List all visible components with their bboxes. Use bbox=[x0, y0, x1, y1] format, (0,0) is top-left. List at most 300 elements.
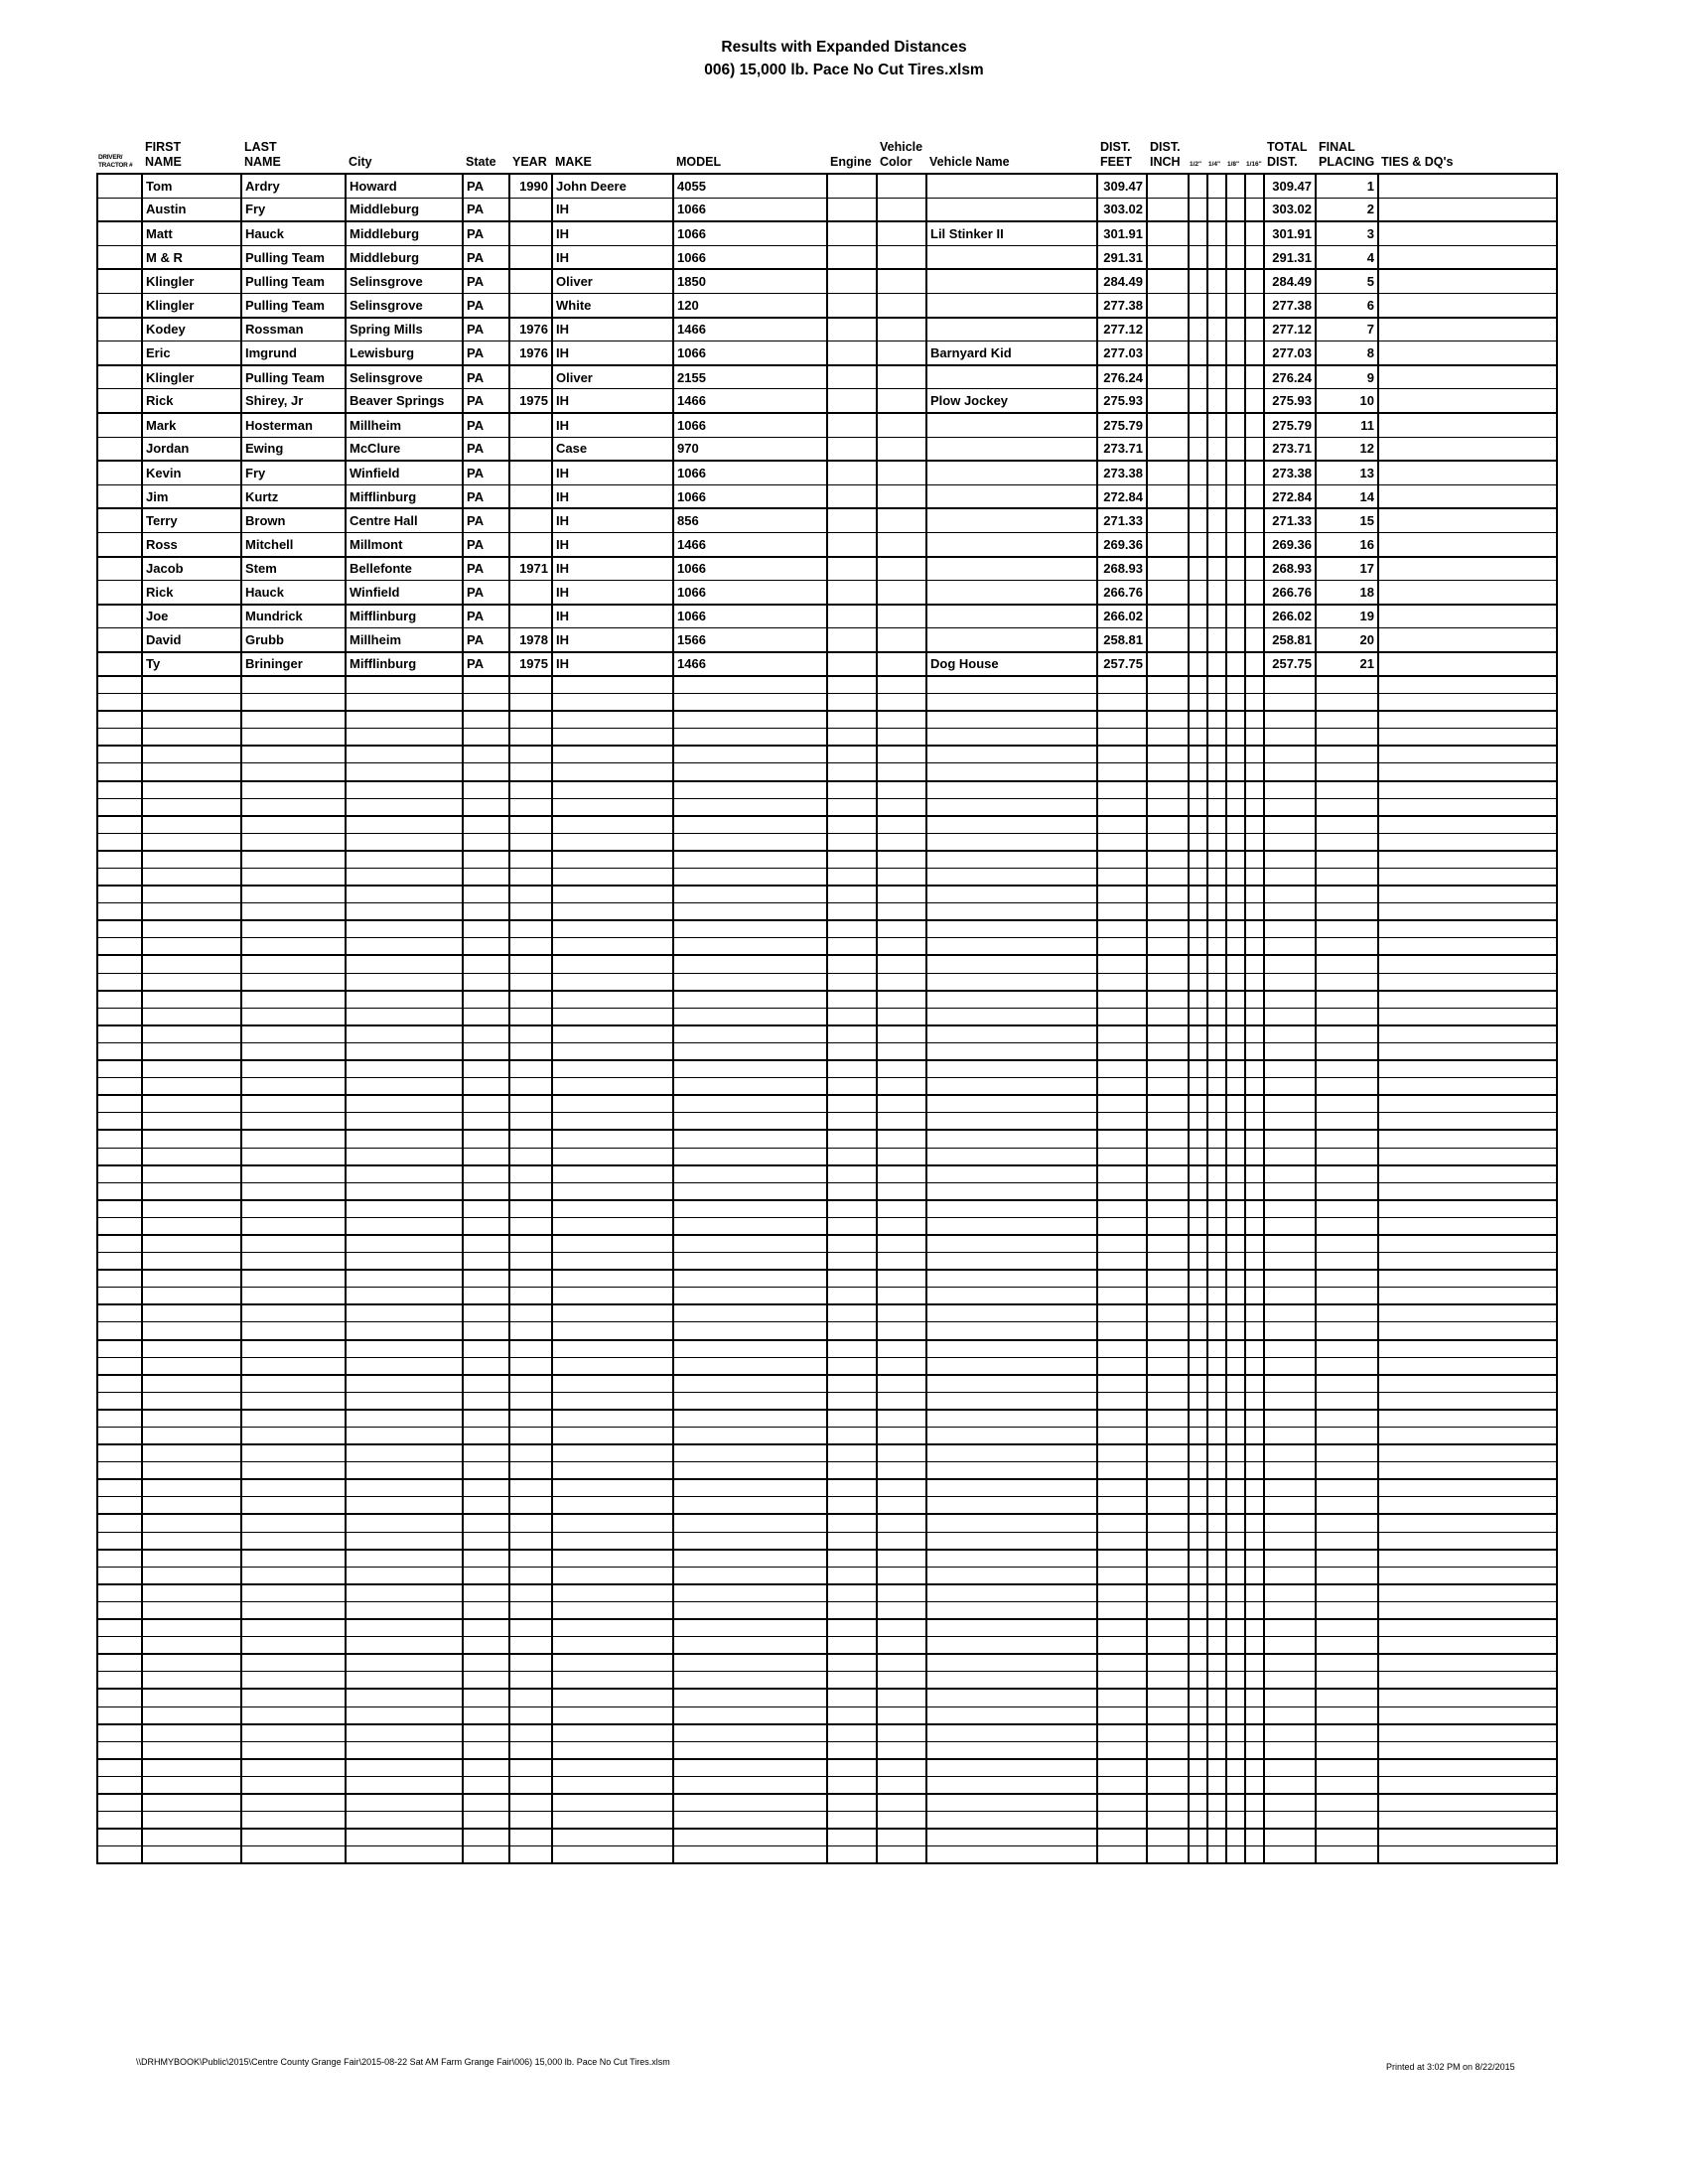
empty-cell bbox=[827, 1008, 877, 1025]
cell-f1 bbox=[1189, 557, 1207, 581]
empty-cell bbox=[1316, 973, 1378, 991]
cell-last: Fry bbox=[241, 461, 346, 484]
empty-cell bbox=[1189, 1148, 1207, 1165]
empty-cell bbox=[1189, 746, 1207, 763]
empty-cell bbox=[1245, 1130, 1264, 1148]
empty-cell bbox=[1207, 816, 1226, 834]
cell-color bbox=[877, 652, 926, 676]
empty-cell bbox=[673, 973, 827, 991]
empty-cell bbox=[926, 869, 1097, 887]
empty-table-row bbox=[97, 1200, 1557, 1218]
empty-cell bbox=[926, 1706, 1097, 1724]
empty-cell bbox=[552, 1812, 673, 1830]
empty-cell bbox=[346, 851, 463, 869]
cell-first: Eric bbox=[142, 341, 241, 365]
empty-cell bbox=[1189, 1200, 1207, 1218]
column-header-half-inch: 1/2" bbox=[1190, 161, 1202, 169]
cell-engine bbox=[827, 532, 877, 556]
empty-cell bbox=[552, 1479, 673, 1497]
empty-cell bbox=[552, 991, 673, 1009]
empty-table-row bbox=[97, 1410, 1557, 1428]
column-header-total-dist: TOTAL DIST. bbox=[1267, 140, 1308, 169]
cell-ties bbox=[1378, 437, 1557, 461]
cell-year: 1976 bbox=[509, 341, 552, 365]
empty-cell bbox=[926, 1078, 1097, 1096]
empty-cell bbox=[1226, 1444, 1245, 1462]
empty-cell bbox=[509, 1444, 552, 1462]
cell-color bbox=[877, 269, 926, 293]
empty-cell bbox=[1226, 1182, 1245, 1200]
cell-city: Centre Hall bbox=[346, 508, 463, 532]
empty-cell bbox=[1264, 1304, 1316, 1322]
cell-model: 4055 bbox=[673, 174, 827, 198]
table-row bbox=[97, 174, 1557, 198]
empty-cell bbox=[673, 1619, 827, 1637]
cell-total: 266.76 bbox=[1264, 581, 1316, 605]
empty-cell bbox=[241, 1497, 346, 1515]
empty-cell bbox=[1378, 938, 1557, 956]
cell-state: PA bbox=[463, 413, 509, 437]
table-row bbox=[97, 341, 1557, 365]
cell-engine bbox=[827, 652, 877, 676]
empty-cell bbox=[241, 903, 346, 921]
empty-cell bbox=[1264, 1550, 1316, 1568]
cell-vehicle bbox=[926, 293, 1097, 317]
cell-color bbox=[877, 508, 926, 532]
empty-cell bbox=[346, 1253, 463, 1271]
empty-cell bbox=[1097, 1794, 1147, 1812]
empty-cell bbox=[97, 1148, 142, 1165]
empty-cell bbox=[241, 869, 346, 887]
empty-cell bbox=[346, 1130, 463, 1148]
empty-cell bbox=[97, 1567, 142, 1584]
empty-cell bbox=[463, 1637, 509, 1655]
empty-cell bbox=[1097, 1776, 1147, 1794]
empty-cell bbox=[509, 798, 552, 816]
empty-cell bbox=[926, 1060, 1097, 1078]
empty-cell bbox=[827, 1672, 877, 1690]
empty-cell bbox=[241, 1637, 346, 1655]
cell-make: IH bbox=[552, 581, 673, 605]
empty-cell bbox=[1207, 1794, 1226, 1812]
empty-cell bbox=[509, 1846, 552, 1864]
empty-cell bbox=[877, 991, 926, 1009]
cell-inch bbox=[1147, 245, 1189, 269]
empty-cell bbox=[142, 1532, 241, 1550]
empty-cell bbox=[1378, 1340, 1557, 1358]
empty-cell bbox=[463, 1340, 509, 1358]
empty-cell bbox=[463, 1270, 509, 1288]
empty-cell bbox=[1264, 886, 1316, 903]
cell-city: Winfield bbox=[346, 581, 463, 605]
empty-cell bbox=[552, 1444, 673, 1462]
empty-cell bbox=[97, 1392, 142, 1410]
cell-ties bbox=[1378, 413, 1557, 437]
empty-cell bbox=[877, 1060, 926, 1078]
empty-cell bbox=[1316, 798, 1378, 816]
empty-cell bbox=[1189, 1444, 1207, 1462]
cell-placing: 7 bbox=[1316, 318, 1378, 341]
empty-cell bbox=[346, 694, 463, 712]
empty-cell bbox=[97, 1060, 142, 1078]
empty-cell bbox=[827, 1759, 877, 1777]
empty-cell bbox=[1378, 1253, 1557, 1271]
empty-cell bbox=[1316, 1812, 1378, 1830]
empty-cell bbox=[1147, 676, 1189, 694]
empty-cell bbox=[346, 1514, 463, 1532]
empty-cell bbox=[346, 763, 463, 781]
cell-f2 bbox=[1207, 437, 1226, 461]
cell-state: PA bbox=[463, 461, 509, 484]
empty-cell bbox=[1226, 1200, 1245, 1218]
empty-cell bbox=[673, 1584, 827, 1602]
empty-cell bbox=[552, 1304, 673, 1322]
empty-cell bbox=[877, 920, 926, 938]
empty-cell bbox=[827, 781, 877, 799]
empty-cell bbox=[1316, 1288, 1378, 1305]
cell-make: IH bbox=[552, 605, 673, 628]
empty-cell bbox=[463, 1235, 509, 1253]
empty-cell bbox=[1189, 1008, 1207, 1025]
empty-cell bbox=[509, 1654, 552, 1672]
empty-cell bbox=[241, 1113, 346, 1131]
cell-state: PA bbox=[463, 198, 509, 221]
cell-f2 bbox=[1207, 532, 1226, 556]
empty-cell bbox=[552, 1689, 673, 1706]
cell-city: Millheim bbox=[346, 628, 463, 652]
cell-first: Matt bbox=[142, 221, 241, 245]
cell-state: PA bbox=[463, 484, 509, 508]
empty-cell bbox=[142, 1550, 241, 1568]
empty-cell bbox=[463, 1375, 509, 1393]
empty-cell bbox=[1378, 763, 1557, 781]
cell-model: 1466 bbox=[673, 389, 827, 413]
empty-cell bbox=[926, 1270, 1097, 1288]
empty-cell bbox=[552, 920, 673, 938]
empty-cell bbox=[1316, 1706, 1378, 1724]
table-row bbox=[97, 461, 1557, 484]
empty-cell bbox=[1316, 781, 1378, 799]
cell-total: 277.12 bbox=[1264, 318, 1316, 341]
empty-cell bbox=[346, 1060, 463, 1078]
cell-last: Mitchell bbox=[241, 532, 346, 556]
empty-cell bbox=[1378, 1042, 1557, 1060]
empty-cell bbox=[877, 1322, 926, 1340]
cell-engine bbox=[827, 605, 877, 628]
empty-cell bbox=[97, 1689, 142, 1706]
empty-cell bbox=[673, 1182, 827, 1200]
empty-cell bbox=[1264, 1060, 1316, 1078]
empty-cell bbox=[463, 1741, 509, 1759]
empty-table-row bbox=[97, 1689, 1557, 1706]
cell-f1 bbox=[1189, 581, 1207, 605]
empty-cell bbox=[926, 1410, 1097, 1428]
empty-cell bbox=[1226, 1532, 1245, 1550]
empty-table-row bbox=[97, 816, 1557, 834]
empty-cell bbox=[1264, 694, 1316, 712]
cell-engine bbox=[827, 293, 877, 317]
cell-color bbox=[877, 341, 926, 365]
empty-table-row bbox=[97, 1601, 1557, 1619]
empty-cell bbox=[142, 991, 241, 1009]
empty-cell bbox=[463, 1113, 509, 1131]
report-title-line2: 006) 15,000 lb. Pace No Cut Tires.xlsm bbox=[704, 62, 984, 79]
empty-cell bbox=[509, 1567, 552, 1584]
empty-cell bbox=[552, 1706, 673, 1724]
empty-cell bbox=[1316, 1584, 1378, 1602]
empty-cell bbox=[142, 1619, 241, 1637]
empty-table-row bbox=[97, 1008, 1557, 1025]
column-header-quarter-inch: 1/4" bbox=[1208, 161, 1221, 169]
cell-placing: 6 bbox=[1316, 293, 1378, 317]
empty-cell bbox=[1147, 1253, 1189, 1271]
empty-cell bbox=[1189, 1741, 1207, 1759]
cell-city: Millmont bbox=[346, 532, 463, 556]
cell-city: Bellefonte bbox=[346, 557, 463, 581]
cell-f4 bbox=[1245, 198, 1264, 221]
empty-cell bbox=[1316, 1182, 1378, 1200]
empty-cell bbox=[463, 746, 509, 763]
cell-f3 bbox=[1226, 341, 1245, 365]
empty-cell bbox=[1097, 1514, 1147, 1532]
empty-cell bbox=[1207, 1235, 1226, 1253]
empty-cell bbox=[1189, 1428, 1207, 1445]
empty-cell bbox=[877, 1794, 926, 1812]
empty-cell bbox=[97, 1428, 142, 1445]
empty-cell bbox=[241, 851, 346, 869]
cell-first: Rick bbox=[142, 389, 241, 413]
empty-cell bbox=[509, 1270, 552, 1288]
empty-cell bbox=[1378, 1428, 1557, 1445]
empty-table-row bbox=[97, 1375, 1557, 1393]
cell-f4 bbox=[1245, 269, 1264, 293]
empty-cell bbox=[1147, 1357, 1189, 1375]
cell-ties bbox=[1378, 293, 1557, 317]
cell-placing: 10 bbox=[1316, 389, 1378, 413]
empty-cell bbox=[1316, 1428, 1378, 1445]
empty-cell bbox=[926, 973, 1097, 991]
cell-inch bbox=[1147, 581, 1189, 605]
cell-year bbox=[509, 413, 552, 437]
empty-cell bbox=[1207, 991, 1226, 1009]
empty-cell bbox=[1207, 798, 1226, 816]
cell-f2 bbox=[1207, 628, 1226, 652]
empty-cell bbox=[1245, 1846, 1264, 1864]
empty-cell bbox=[1147, 1532, 1189, 1550]
empty-cell bbox=[1245, 1182, 1264, 1200]
empty-cell bbox=[346, 1182, 463, 1200]
empty-cell bbox=[142, 1812, 241, 1830]
empty-cell bbox=[827, 1042, 877, 1060]
empty-cell bbox=[97, 1637, 142, 1655]
empty-cell bbox=[509, 729, 552, 747]
empty-cell bbox=[1147, 869, 1189, 887]
empty-cell bbox=[926, 816, 1097, 834]
empty-cell bbox=[673, 869, 827, 887]
empty-cell bbox=[346, 1724, 463, 1742]
cell-year: 1975 bbox=[509, 389, 552, 413]
empty-cell bbox=[1097, 1428, 1147, 1445]
empty-cell bbox=[1189, 1584, 1207, 1602]
empty-cell bbox=[97, 746, 142, 763]
empty-cell bbox=[97, 1724, 142, 1742]
empty-cell bbox=[97, 1130, 142, 1148]
empty-cell bbox=[827, 694, 877, 712]
empty-cell bbox=[1189, 781, 1207, 799]
empty-cell bbox=[142, 746, 241, 763]
cell-state: PA bbox=[463, 557, 509, 581]
empty-cell bbox=[1245, 1724, 1264, 1742]
empty-cell bbox=[142, 1025, 241, 1043]
empty-cell bbox=[241, 1165, 346, 1183]
empty-cell bbox=[1207, 676, 1226, 694]
cell-feet: 268.93 bbox=[1097, 557, 1147, 581]
empty-cell bbox=[1189, 1532, 1207, 1550]
empty-cell bbox=[1189, 869, 1207, 887]
empty-cell bbox=[463, 1532, 509, 1550]
empty-cell bbox=[97, 1235, 142, 1253]
cell-city: Mifflinburg bbox=[346, 605, 463, 628]
empty-cell bbox=[346, 1846, 463, 1864]
cell-f3 bbox=[1226, 198, 1245, 221]
cell-make: White bbox=[552, 293, 673, 317]
cell-f3 bbox=[1226, 652, 1245, 676]
empty-cell bbox=[1316, 1025, 1378, 1043]
cell-placing: 15 bbox=[1316, 508, 1378, 532]
empty-table-row bbox=[97, 1148, 1557, 1165]
cell-color bbox=[877, 245, 926, 269]
empty-cell bbox=[673, 938, 827, 956]
empty-cell bbox=[1147, 920, 1189, 938]
empty-cell bbox=[346, 991, 463, 1009]
cell-color bbox=[877, 484, 926, 508]
report-title-line1: Results with Expanded Distances bbox=[721, 39, 967, 56]
empty-cell bbox=[552, 781, 673, 799]
empty-cell bbox=[1226, 1078, 1245, 1096]
empty-cell bbox=[673, 1567, 827, 1584]
cell-num bbox=[97, 341, 142, 365]
empty-cell bbox=[142, 1217, 241, 1235]
empty-cell bbox=[673, 798, 827, 816]
cell-model: 1466 bbox=[673, 318, 827, 341]
empty-cell bbox=[1245, 1392, 1264, 1410]
cell-ties bbox=[1378, 174, 1557, 198]
empty-cell bbox=[1378, 1672, 1557, 1690]
empty-cell bbox=[1097, 1200, 1147, 1218]
cell-f2 bbox=[1207, 484, 1226, 508]
empty-cell bbox=[509, 903, 552, 921]
empty-cell bbox=[926, 781, 1097, 799]
empty-cell bbox=[1147, 1078, 1189, 1096]
cell-engine bbox=[827, 557, 877, 581]
cell-num bbox=[97, 245, 142, 269]
cell-city: Lewisburg bbox=[346, 341, 463, 365]
empty-cell bbox=[1189, 1270, 1207, 1288]
empty-cell bbox=[1097, 798, 1147, 816]
empty-cell bbox=[1378, 746, 1557, 763]
empty-cell bbox=[1207, 1829, 1226, 1846]
empty-cell bbox=[827, 1217, 877, 1235]
empty-cell bbox=[142, 1672, 241, 1690]
empty-table-row bbox=[97, 1584, 1557, 1602]
empty-cell bbox=[463, 694, 509, 712]
empty-cell bbox=[827, 833, 877, 851]
empty-cell bbox=[1264, 938, 1316, 956]
empty-table-row bbox=[97, 1235, 1557, 1253]
empty-cell bbox=[877, 903, 926, 921]
empty-cell bbox=[827, 1637, 877, 1655]
empty-cell bbox=[241, 676, 346, 694]
empty-cell bbox=[1097, 938, 1147, 956]
empty-cell bbox=[1316, 920, 1378, 938]
cell-first: Jim bbox=[142, 484, 241, 508]
empty-cell bbox=[1207, 1601, 1226, 1619]
empty-cell bbox=[142, 833, 241, 851]
empty-cell bbox=[241, 1288, 346, 1305]
empty-cell bbox=[509, 1392, 552, 1410]
empty-cell bbox=[97, 938, 142, 956]
cell-engine bbox=[827, 581, 877, 605]
empty-cell bbox=[1207, 903, 1226, 921]
empty-cell bbox=[1207, 1584, 1226, 1602]
cell-f1 bbox=[1189, 508, 1207, 532]
empty-cell bbox=[346, 1759, 463, 1777]
empty-cell bbox=[1264, 1741, 1316, 1759]
cell-state: PA bbox=[463, 389, 509, 413]
empty-cell bbox=[877, 1288, 926, 1305]
empty-cell bbox=[877, 1689, 926, 1706]
cell-engine bbox=[827, 341, 877, 365]
cell-num bbox=[97, 628, 142, 652]
empty-cell bbox=[142, 973, 241, 991]
cell-f4 bbox=[1245, 461, 1264, 484]
empty-cell bbox=[509, 1619, 552, 1637]
empty-cell bbox=[1147, 1060, 1189, 1078]
empty-cell bbox=[926, 1829, 1097, 1846]
empty-table-row bbox=[97, 1759, 1557, 1777]
empty-cell bbox=[926, 1217, 1097, 1235]
empty-cell bbox=[673, 1322, 827, 1340]
empty-cell bbox=[1316, 1217, 1378, 1235]
empty-cell bbox=[1264, 991, 1316, 1009]
empty-cell bbox=[827, 1025, 877, 1043]
empty-cell bbox=[1316, 1322, 1378, 1340]
empty-cell bbox=[1316, 1095, 1378, 1113]
empty-cell bbox=[552, 869, 673, 887]
empty-cell bbox=[926, 955, 1097, 973]
empty-cell bbox=[1189, 1846, 1207, 1864]
empty-cell bbox=[1264, 1095, 1316, 1113]
cell-inch bbox=[1147, 557, 1189, 581]
empty-cell bbox=[1097, 869, 1147, 887]
cell-last: Ewing bbox=[241, 437, 346, 461]
cell-engine bbox=[827, 269, 877, 293]
empty-cell bbox=[1226, 1042, 1245, 1060]
empty-cell bbox=[1245, 1060, 1264, 1078]
empty-cell bbox=[1226, 903, 1245, 921]
empty-cell bbox=[509, 816, 552, 834]
empty-cell bbox=[463, 781, 509, 799]
empty-cell bbox=[1264, 1235, 1316, 1253]
empty-cell bbox=[1189, 1410, 1207, 1428]
empty-cell bbox=[1378, 1375, 1557, 1393]
empty-cell bbox=[1189, 1706, 1207, 1724]
cell-city: Winfield bbox=[346, 461, 463, 484]
empty-cell bbox=[463, 1288, 509, 1305]
empty-cell bbox=[1147, 1689, 1189, 1706]
empty-cell bbox=[877, 1741, 926, 1759]
empty-cell bbox=[1097, 1235, 1147, 1253]
